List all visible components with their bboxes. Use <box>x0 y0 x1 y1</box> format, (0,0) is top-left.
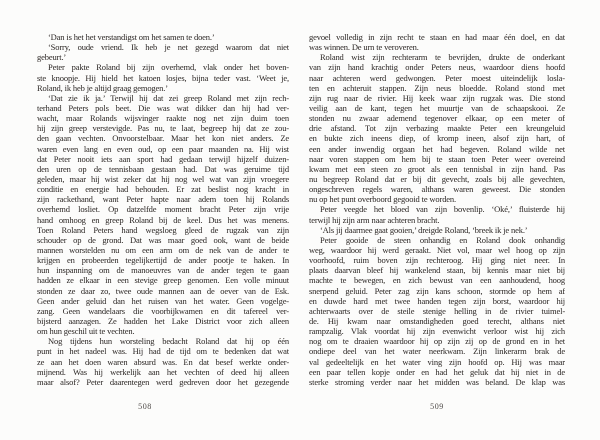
text-line: ‘Sorry, oude vriend. Ik heb je net gezegd waarom dat niet <box>48 42 289 53</box>
text-line: mannen worstelden nu om een arm om de nek van de ander te <box>37 244 289 255</box>
text-line: Roland, ik heb je altijd graag gemogen.’ <box>37 82 168 93</box>
text-line: hand omhoog en greep Roland bij de keel. Dus het was menens. <box>37 214 289 225</box>
text-line: terwijl hij zijn arm naar achteren bracht. <box>309 214 440 225</box>
text-line: hun inspanning om de manoeuvres van de ander tegen te gaan <box>37 265 289 276</box>
text-line: rampzalig. Vlak voordat hij zijn evenwicht verloor wist hij zich <box>309 326 565 337</box>
text-line: een paar tellen kopje onder en had het geluk dat hij niet in de <box>309 366 565 377</box>
text-line: zijn rackethand, want Peter hapte naar adem toen hij Rolands <box>37 194 289 205</box>
text-line: val gedeeltelijk en het water ving zijn hoofd op. Hij was maar <box>309 356 565 367</box>
text-line: machte te bewegen, en zich bewust van een aanhoudend, hoog <box>309 275 565 286</box>
text-line: ten en achteruit stappen. Zijn neus bloedde. Roland stond met <box>309 82 565 93</box>
text-line: ‘Dat zie ik ja.’ Terwijl hij dat zei greep Roland met zijn rech- <box>48 92 289 103</box>
text-line: plaats daarvan bleef hij wankelend staan, bij kennis maar niet bij <box>309 265 565 276</box>
text-line: Nog tijdens hun worsteling bedacht Roland dat hij op één <box>48 336 289 347</box>
text-line: en bukte zich ineens diep, of kromp ineen, alsof zijn hart, of <box>309 133 565 144</box>
text-line: ste knoopje. Hij hield het katoen losjes, bijna teder vast. ‘Weet je, <box>37 72 289 83</box>
text-line: een ander inwendig orgaan het had begeven. Roland wilde net <box>309 143 565 154</box>
text-line: van zijn hand krachtig onder Peters neus, waardoor diens hoofd <box>309 62 565 73</box>
text-line: Peter pakte Roland bij zijn overhemd, vlak onder het boven- <box>48 62 289 73</box>
text-line: krijgen en probeerden tegelijkertijd de ander pootje te haken. In <box>37 255 289 266</box>
text-line: voorhoofd, ruim boven zijn rechteroog. Hij ging niet neer. In <box>309 255 565 266</box>
text-line: hadden ze elkaar in een stevige greep genomen. Een volle minuut <box>37 275 289 286</box>
text-line: stonden ze daar zo, twee oude mannen aan de oever van de Esk. <box>37 285 289 296</box>
text-line: veilig aan de kant, tegen het muurtje van de schaapskooi. Ze <box>309 102 565 113</box>
text-line: zang. Geen wandelaars die voorbijkwamen en dit tafereel ver- <box>37 305 289 316</box>
text-line: sterke stroming verder naar het midden was beland. De klap was <box>309 376 565 387</box>
left-page-number: 508 <box>138 402 152 411</box>
text-line: punt in het nadeel was. Hij had de tijd om te bedenken dat wat <box>37 346 289 357</box>
text-line: ze aan het doen waren absurd was. En dat besef werkte onder- <box>37 356 289 367</box>
text-line: nu begreep Roland dat er bij dit gevecht, zoals bij alle gevechten, <box>309 173 565 184</box>
text-line: snerpend geluid. Peter zag zijn kans schoon, stormde op hem af <box>309 285 565 296</box>
text-line: nog om te draaien waardoor hij op zijn zij op de grond en in het <box>309 336 565 347</box>
text-line: bijsterd aanzagen. Ze hadden het Lake District voor zich alleen <box>37 315 289 326</box>
right-page-text <box>309 32 565 387</box>
text-line: schouder op de grond. Dat was maar goed ook, want de beide <box>37 234 289 245</box>
text-line: was winnen. De urn te veroveren. <box>309 42 419 53</box>
text-line: ongeschreven regels waren, althans waren geweest. Die stonden <box>309 184 565 195</box>
text-line: overhemd losliet. Op datzelfde moment bracht Peter zijn vrije <box>37 204 289 215</box>
text-line: den uren op de tennisbaan gestaan had. Dat was geruime tijd <box>37 163 289 174</box>
text-line: ‘Dan is het het verstandigst om het samen te doen.’ <box>48 32 215 42</box>
text-line: hij zijn greep verstevigde. Pas nu, te laat, begreep hij dat ze zou- <box>37 123 289 134</box>
text-line: naar achteren werd gedwongen. Peter moest uiteindelijk losla- <box>309 72 565 83</box>
left-page <box>37 32 289 422</box>
text-line: wacht, maar Rolands wijsvinger raakte nog net zijn duim toen <box>37 113 289 124</box>
text-line: ondiepe deel van het water neerkwam. Zijn linkerarm brak de <box>309 346 565 357</box>
text-line: naar voren stappen om hem bij te staan toen Peter weer overeind <box>309 153 565 164</box>
right-page <box>309 32 565 422</box>
text-line: Roland wist zijn rechterarm te bevrijden, drukte de onderkant <box>320 52 565 63</box>
text-line: de. Hij kwam naar omstandigheden goed terecht, althans niet <box>309 315 565 326</box>
text-line: gebeurt.’ <box>37 52 67 63</box>
text-line: terhand Peters pols beet. Die was wat dikker dan hij had ver- <box>37 102 289 113</box>
text-line: conditie en energie had behouden. Er zat beslist nog kracht in <box>37 184 289 195</box>
text-line: zijn rug naar de rivier. Hij keek waar zijn rugzak was. Die stond <box>309 92 565 103</box>
text-line: kwam met een steen zo groot als een tennisbal in zijn hand. Pas <box>309 163 565 174</box>
text-line: weg, waardoor hij werd geraakt. Niet vol, maar wel hoog op zijn <box>309 244 565 255</box>
text-line: Toen Roland Peters hand wegsloeg gleed de rugzak van zijn <box>37 224 289 235</box>
text-line: mijnend. Was hij werkelijk aan het vechten of deed hij alleen <box>37 366 289 377</box>
text-line: waren even lang en even oud, op een paar maanden na. Hij wist <box>37 143 289 154</box>
text-line: ‘Als jij daarmee gaat gooien,’ dreigde Roland, ‘breek ik je nek.’ <box>320 224 528 235</box>
text-line: maar alsof? Peter daarentegen werd gedreven door het gezegende <box>37 376 289 387</box>
text-line: om hun geschil uit te vechten. <box>37 326 135 337</box>
left-page-text <box>37 32 289 387</box>
text-line: achterwaarts over de steile stenige helling in de rivier tuimel- <box>309 305 565 316</box>
text-line: gevoel volledig in zijn recht te staan en had maar één doel, en dat <box>309 32 565 42</box>
text-line: den gaan vechten. Onvoorstelbaar. Maar het kon niet anders. Ze <box>37 133 289 144</box>
text-line: Peter gooide de steen onhandig en Roland dook onhandig <box>320 234 565 245</box>
text-line: Peter veegde het bloed van zijn bovenlip. ‘Oké,’ fluisterde hij <box>320 204 565 215</box>
text-line: en duwde hard met twee handen tegen zijn borst, waardoor hij <box>309 295 565 306</box>
text-line: Geen ander geluid dan het ruisen van het water. Geen vogelge- <box>37 295 289 306</box>
text-line: nu op het punt overboord gegooid te worden. <box>309 194 456 205</box>
right-page-number: 509 <box>430 402 444 411</box>
text-line: dat Peter nooit iets aan sport had gedaan terwijl hijzelf duizen- <box>37 153 289 164</box>
text-line: drie afstand. Tot zijn verbazing maakte Peter een kreungeluid <box>309 123 565 134</box>
text-line: geleden, maar hij wist zeker dat hij nog wel wat van zijn vroegere <box>37 173 289 184</box>
text-line: stonden nu zwaar ademend tegenover elkaar, op een meter of <box>309 113 565 124</box>
